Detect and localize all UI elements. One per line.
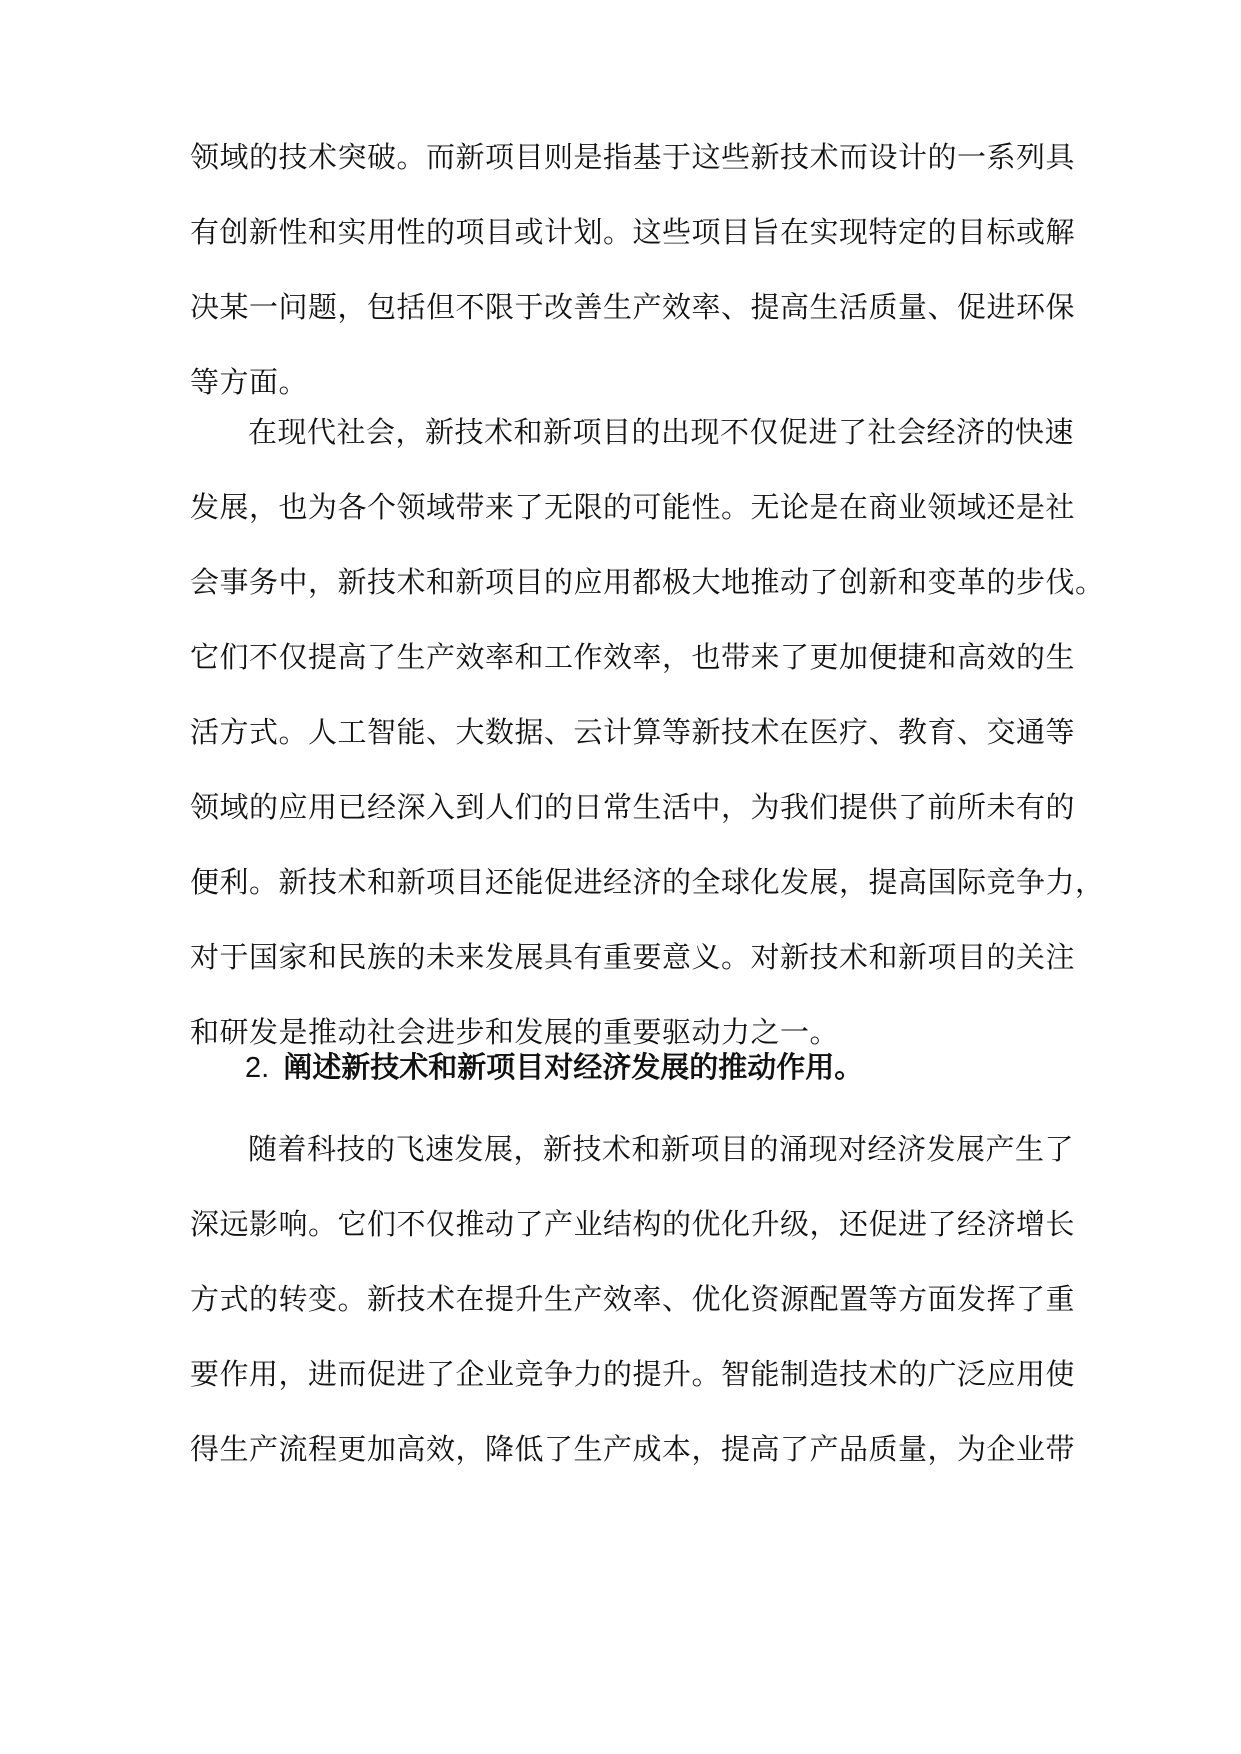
- text-line: 活方式。人工智能、大数据、云计算等新技术在医疗、教育、交通等: [190, 715, 1076, 749]
- paragraph-3: [190, 1112, 1076, 1487]
- text-line: 发展，也为各个领域带来了无限的可能性。无论是在商业领域还是社: [190, 490, 1076, 524]
- text-line: 要作用，进而促进了企业竞争力的提升。智能制造技术的广泛应用使: [190, 1357, 1076, 1391]
- text-line: 得生产流程更加高效，降低了生产成本，提高了产品质量，为企业带: [190, 1432, 1076, 1466]
- paragraph-2: [190, 395, 1105, 1070]
- text-line: 在现代社会，新技术和新项目的出现不仅促进了社会经济的快速: [248, 415, 1075, 449]
- text-line: 便利。新技术和新项目还能促进经济的全球化发展，提高国际竞争力，: [190, 865, 1105, 899]
- paragraph-1: [190, 120, 1076, 420]
- text-line: 领域的技术突破。而新项目则是指基于这些新技术而设计的一系列具: [190, 140, 1076, 174]
- text-line: 有创新性和实用性的项目或计划。这些项目旨在实现特定的目标或解: [190, 215, 1076, 249]
- text-line: 决某一问题，包括但不限于改善生产效率、提高生活质量、促进环保: [190, 290, 1076, 324]
- text-line: 深远影响。它们不仅推动了产业结构的优化升级，还促进了经济增长: [190, 1207, 1076, 1241]
- text-line: 等方面。: [190, 365, 309, 399]
- section-title: 阐述新技术和新项目对经济发展的推动作用。: [283, 1050, 864, 1084]
- text-line: 方式的转变。新技术在提升生产效率、优化资源配置等方面发挥了重: [190, 1282, 1076, 1316]
- text-line: 和研发是推动社会进步和发展的重要驱动力之一。: [190, 1015, 840, 1049]
- section-heading: [190, 1030, 863, 1106]
- text-line: 它们不仅提高了生产效率和工作效率，也带来了更加便捷和高效的生: [190, 640, 1076, 674]
- text-line: 对于国家和民族的未来发展具有重要意义。对新技术和新项目的关注: [190, 940, 1076, 974]
- text-line: 会事务中，新技术和新项目的应用都极大地推动了创新和变革的步伐。: [190, 565, 1105, 599]
- text-line: 随着科技的飞速发展，新技术和新项目的涌现对经济发展产生了: [248, 1132, 1075, 1166]
- text-line: 领域的应用已经深入到人们的日常生活中，为我们提供了前所未有的: [190, 790, 1076, 824]
- section-number: 2.: [245, 1052, 270, 1084]
